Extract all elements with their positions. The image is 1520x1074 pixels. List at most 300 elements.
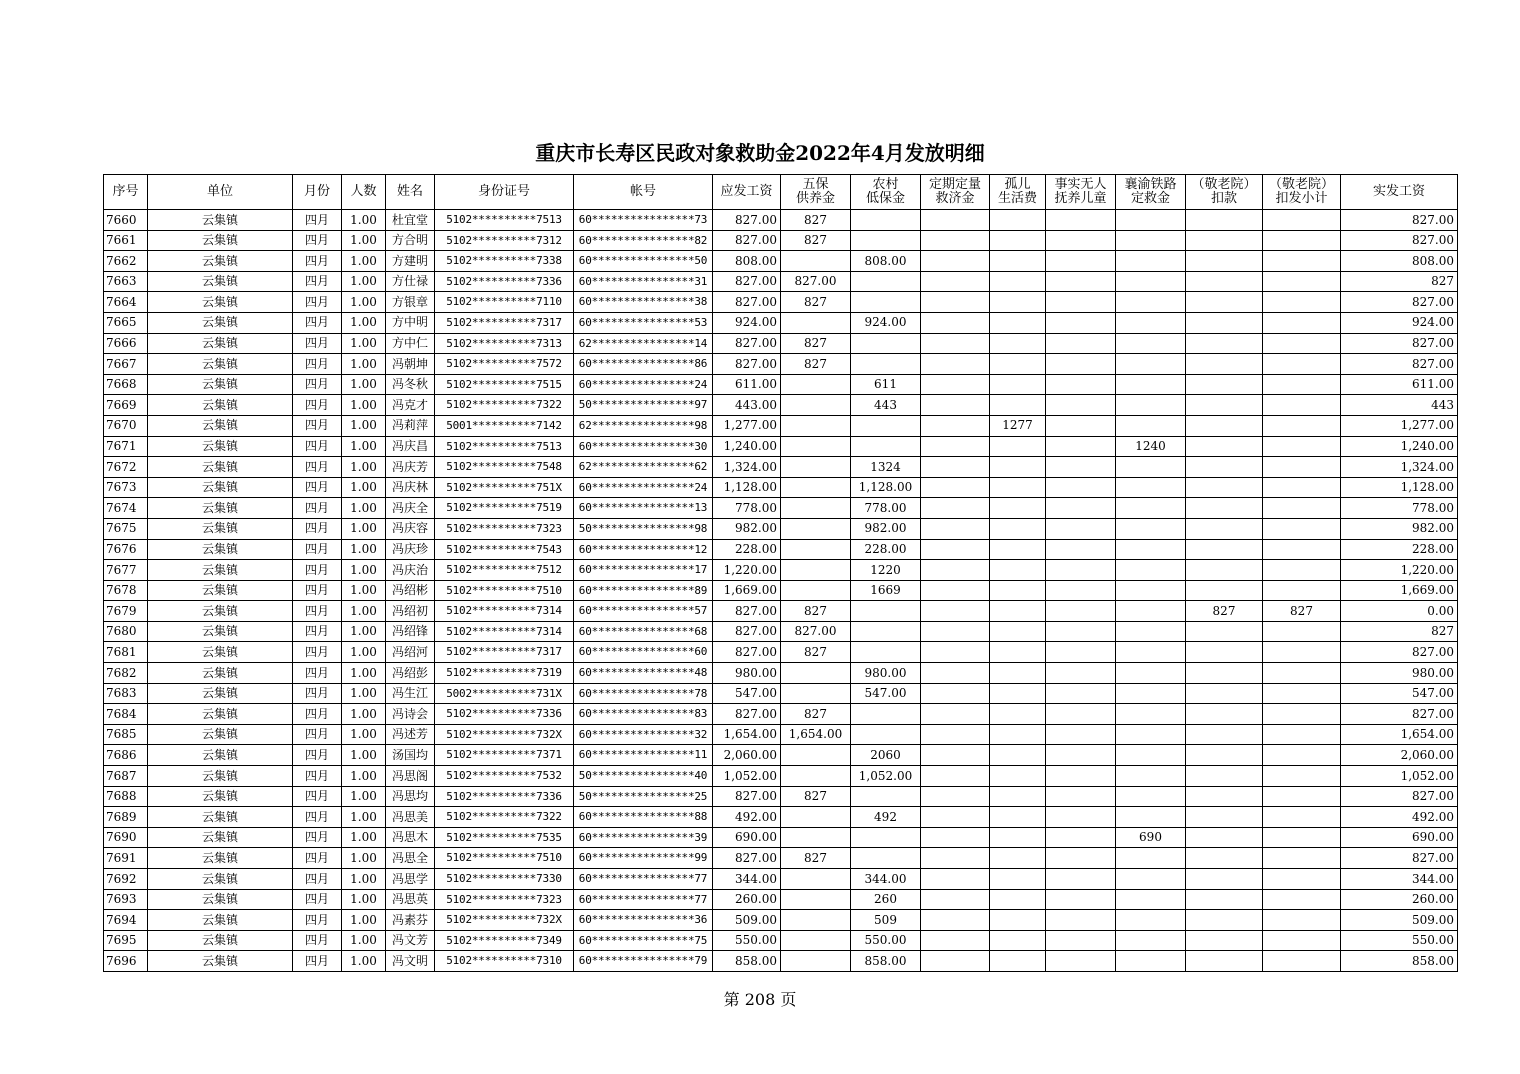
table-cell: 冯朝坤 — [386, 354, 435, 375]
table-cell: 5102**********7322 — [435, 807, 574, 828]
table-cell: 云集镇 — [148, 766, 293, 787]
table-cell: 四月 — [293, 642, 342, 663]
table-cell: 冯生江 — [386, 683, 435, 704]
table-cell — [781, 312, 851, 333]
table-cell — [1116, 333, 1186, 354]
table-cell: 60****************36 — [574, 910, 713, 931]
table-cell — [1186, 580, 1263, 601]
table-cell — [1116, 539, 1186, 560]
table-cell — [1116, 477, 1186, 498]
table-cell: 1.00 — [342, 560, 386, 581]
table-cell: 690 — [1116, 827, 1186, 848]
table-cell: 四月 — [293, 704, 342, 725]
table-cell: 60****************99 — [574, 848, 713, 869]
table-cell: 1277 — [990, 415, 1046, 436]
table-cell: 1,654.00 — [781, 724, 851, 745]
table-cell: 云集镇 — [148, 539, 293, 560]
table-cell: 冯莉萍 — [386, 415, 435, 436]
table-cell: 1.00 — [342, 374, 386, 395]
table-cell: 冯绍初 — [386, 601, 435, 622]
table-cell: 1,669.00 — [713, 580, 781, 601]
table-cell: 云集镇 — [148, 560, 293, 581]
table-cell — [1116, 580, 1186, 601]
table-cell: 7692 — [104, 869, 148, 890]
table-cell — [1046, 292, 1116, 313]
table-cell: 550.00 — [713, 930, 781, 951]
table-cell: 7696 — [104, 951, 148, 972]
table-cell: 5102**********7515 — [435, 374, 574, 395]
table-cell: 7667 — [104, 354, 148, 375]
table-cell: 7695 — [104, 930, 148, 951]
table-cell — [1263, 395, 1341, 416]
table-cell: 60****************73 — [574, 210, 713, 231]
table-cell: 四月 — [293, 457, 342, 478]
table-cell: 1.00 — [342, 910, 386, 931]
table-cell: 四月 — [293, 539, 342, 560]
table-cell: 690.00 — [713, 827, 781, 848]
table-cell: 7663 — [104, 271, 148, 292]
table-cell: 1.00 — [342, 827, 386, 848]
table-cell: 827.00 — [1341, 230, 1458, 251]
table-cell — [1263, 580, 1341, 601]
table-cell: 827 — [781, 704, 851, 725]
table-cell — [1186, 333, 1263, 354]
table-cell — [990, 539, 1046, 560]
table-cell — [781, 415, 851, 436]
table-cell: 547.00 — [851, 683, 921, 704]
table-cell: 1.00 — [342, 580, 386, 601]
table-cell: 1,240.00 — [1341, 436, 1458, 457]
table-cell — [1263, 704, 1341, 725]
table-cell: 7687 — [104, 766, 148, 787]
table-cell — [781, 745, 851, 766]
page-title: 重庆市长寿区民政对象救助金2022年4月发放明细 — [535, 141, 985, 165]
table-cell: 四月 — [293, 436, 342, 457]
table-cell — [990, 930, 1046, 951]
table-cell — [781, 683, 851, 704]
table-cell — [1263, 251, 1341, 272]
table-cell — [1263, 724, 1341, 745]
table-row — [104, 663, 1458, 684]
table-cell: 980.00 — [1341, 663, 1458, 684]
table-cell: 7689 — [104, 807, 148, 828]
table-cell: 四月 — [293, 786, 342, 807]
table-cell — [851, 724, 921, 745]
table-cell — [1263, 807, 1341, 828]
table-cell: 杜宜堂 — [386, 210, 435, 231]
table-cell — [851, 210, 921, 231]
table-cell: 四月 — [293, 766, 342, 787]
table-cell — [1186, 724, 1263, 745]
table-cell — [921, 230, 990, 251]
table-cell: 1.00 — [342, 395, 386, 416]
table-cell: 方仕禄 — [386, 271, 435, 292]
table-cell: 7673 — [104, 477, 148, 498]
table-cell — [990, 354, 1046, 375]
table-cell — [1116, 251, 1186, 272]
table-cell: 方合明 — [386, 230, 435, 251]
table-cell: 5102**********7312 — [435, 230, 574, 251]
table-cell: 1.00 — [342, 951, 386, 972]
table-cell — [990, 848, 1046, 869]
table-cell — [921, 333, 990, 354]
table-cell — [1186, 457, 1263, 478]
table-cell — [781, 560, 851, 581]
table-cell — [851, 271, 921, 292]
table-cell — [1186, 436, 1263, 457]
table-cell — [990, 230, 1046, 251]
table-cell — [1046, 415, 1116, 436]
table-cell: 2,060.00 — [713, 745, 781, 766]
table-cell: 5102**********7535 — [435, 827, 574, 848]
table-cell: 云集镇 — [148, 621, 293, 642]
table-cell: 7676 — [104, 539, 148, 560]
table-cell: 924.00 — [1341, 312, 1458, 333]
table-cell — [921, 436, 990, 457]
table-cell — [1046, 786, 1116, 807]
table-cell — [851, 621, 921, 642]
table-cell: 62****************62 — [574, 457, 713, 478]
column-header: 定期定量 救济金 — [921, 175, 990, 210]
table-cell — [1263, 889, 1341, 910]
table-cell: 1.00 — [342, 889, 386, 910]
table-cell: 四月 — [293, 354, 342, 375]
table-cell: 1,220.00 — [1341, 560, 1458, 581]
table-cell: 858.00 — [1341, 951, 1458, 972]
table-cell: 7665 — [104, 312, 148, 333]
table-cell — [921, 724, 990, 745]
table-cell — [990, 580, 1046, 601]
table-cell: 7664 — [104, 292, 148, 313]
table-cell — [1116, 910, 1186, 931]
table-cell: 60****************53 — [574, 312, 713, 333]
table-cell: 四月 — [293, 724, 342, 745]
table-cell: 冯文芳 — [386, 930, 435, 951]
table-cell: 60****************30 — [574, 436, 713, 457]
table-cell: 5102**********7319 — [435, 663, 574, 684]
table-cell: 492.00 — [713, 807, 781, 828]
table-cell: 7688 — [104, 786, 148, 807]
table-cell: 四月 — [293, 210, 342, 231]
table-cell — [1263, 292, 1341, 313]
table-cell — [1263, 415, 1341, 436]
table-cell: 60****************89 — [574, 580, 713, 601]
table-cell — [921, 663, 990, 684]
table-cell: 冯思木 — [386, 827, 435, 848]
table-cell: 汤国均 — [386, 745, 435, 766]
table-cell — [990, 889, 1046, 910]
table-cell — [851, 333, 921, 354]
table-cell — [781, 580, 851, 601]
table-row — [104, 724, 1458, 745]
table-cell: 四月 — [293, 271, 342, 292]
table-cell — [781, 457, 851, 478]
table-cell: 1.00 — [342, 333, 386, 354]
table-cell — [921, 642, 990, 663]
table-cell — [1186, 704, 1263, 725]
table-cell: 5102**********7532 — [435, 766, 574, 787]
table-cell — [1263, 683, 1341, 704]
table-cell — [781, 395, 851, 416]
table-cell — [990, 560, 1046, 581]
table-cell — [1186, 889, 1263, 910]
table-cell: 60****************78 — [574, 683, 713, 704]
table-cell — [1186, 292, 1263, 313]
table-cell — [921, 292, 990, 313]
table-cell: 7671 — [104, 436, 148, 457]
table-cell: 611.00 — [713, 374, 781, 395]
table-cell: 冯庆全 — [386, 498, 435, 519]
table-cell: 1.00 — [342, 415, 386, 436]
table-cell — [990, 477, 1046, 498]
table-cell: 1,052.00 — [851, 766, 921, 787]
table-cell — [781, 951, 851, 972]
table-cell: 四月 — [293, 312, 342, 333]
table-cell: 509 — [851, 910, 921, 931]
table-cell: 云集镇 — [148, 292, 293, 313]
column-header: （敬老院） 扣发小计 — [1263, 175, 1341, 210]
table-cell — [921, 312, 990, 333]
table-cell: 60****************48 — [574, 663, 713, 684]
table-cell: 690.00 — [1341, 827, 1458, 848]
table-cell — [1116, 312, 1186, 333]
table-cell: 云集镇 — [148, 436, 293, 457]
table-row — [104, 312, 1458, 333]
table-cell: 2,060.00 — [1341, 745, 1458, 766]
table-cell — [1186, 374, 1263, 395]
table-cell: 冯思均 — [386, 786, 435, 807]
table-cell: 云集镇 — [148, 683, 293, 704]
table-cell: 827 — [781, 333, 851, 354]
table-cell: 611.00 — [1341, 374, 1458, 395]
table-cell: 1.00 — [342, 312, 386, 333]
table-body — [104, 210, 1458, 972]
table-cell: 611 — [851, 374, 921, 395]
table-cell — [1046, 766, 1116, 787]
table-cell — [1116, 601, 1186, 622]
table-cell: 5102**********7513 — [435, 436, 574, 457]
table-row — [104, 210, 1458, 231]
table-cell: 827.00 — [713, 354, 781, 375]
column-header: 帐号 — [574, 175, 713, 210]
table-cell: 827.00 — [713, 210, 781, 231]
table-cell — [1186, 848, 1263, 869]
table-cell — [1046, 827, 1116, 848]
table-row — [104, 518, 1458, 539]
table-row — [104, 848, 1458, 869]
table-cell: 344.00 — [851, 869, 921, 890]
table-cell — [1116, 498, 1186, 519]
table-cell — [1116, 518, 1186, 539]
table-cell: 5102**********7336 — [435, 786, 574, 807]
table-cell — [851, 827, 921, 848]
relief-payment-table — [103, 174, 1458, 972]
table-cell — [921, 498, 990, 519]
table-cell: 冯庆昌 — [386, 436, 435, 457]
table-cell: 808.00 — [713, 251, 781, 272]
table-cell — [921, 518, 990, 539]
table-cell — [1046, 436, 1116, 457]
table-cell — [1263, 312, 1341, 333]
table-cell — [1046, 580, 1116, 601]
table-cell: 827 — [1341, 271, 1458, 292]
table-cell — [1263, 271, 1341, 292]
table-cell: 827.00 — [781, 621, 851, 642]
table-cell — [921, 683, 990, 704]
table-cell: 5102**********7349 — [435, 930, 574, 951]
table-cell: 云集镇 — [148, 210, 293, 231]
table-cell: 冯绍彬 — [386, 580, 435, 601]
table-cell: 60****************24 — [574, 477, 713, 498]
table-cell — [1046, 704, 1116, 725]
table-cell — [1186, 560, 1263, 581]
table-cell: 云集镇 — [148, 910, 293, 931]
table-cell: 5102**********7510 — [435, 848, 574, 869]
table-cell — [1116, 271, 1186, 292]
table-cell: 云集镇 — [148, 724, 293, 745]
table-cell — [990, 210, 1046, 231]
table-cell: 1.00 — [342, 251, 386, 272]
page-number: 第 208 页 — [723, 990, 797, 1009]
table-cell: 云集镇 — [148, 251, 293, 272]
table-cell: 1.00 — [342, 683, 386, 704]
table-cell: 冯绍河 — [386, 642, 435, 663]
table-cell: 云集镇 — [148, 354, 293, 375]
table-cell: 1,669.00 — [1341, 580, 1458, 601]
table-cell — [1186, 910, 1263, 931]
table-cell — [1186, 745, 1263, 766]
column-header: 五保 供养金 — [781, 175, 851, 210]
table-cell: 1.00 — [342, 271, 386, 292]
table-cell: 冯述芳 — [386, 724, 435, 745]
table-cell: 5102**********7310 — [435, 951, 574, 972]
table-cell: 1.00 — [342, 642, 386, 663]
table-cell — [1116, 848, 1186, 869]
table-cell: 60****************68 — [574, 621, 713, 642]
table-cell: 1.00 — [342, 807, 386, 828]
table-cell: 344.00 — [713, 869, 781, 890]
table-cell — [1263, 621, 1341, 642]
table-cell: 260.00 — [713, 889, 781, 910]
table-row — [104, 333, 1458, 354]
table-cell — [1186, 951, 1263, 972]
table-cell: 778.00 — [1341, 498, 1458, 519]
table-cell — [921, 910, 990, 931]
table-row — [104, 457, 1458, 478]
table-cell — [921, 786, 990, 807]
table-cell — [1046, 230, 1116, 251]
table-cell — [1263, 210, 1341, 231]
table-row — [104, 230, 1458, 251]
table-cell — [990, 271, 1046, 292]
table-cell: 5102**********732X — [435, 724, 574, 745]
table-cell: 1,654.00 — [713, 724, 781, 745]
table-cell: 5102**********7512 — [435, 560, 574, 581]
table-cell: 四月 — [293, 663, 342, 684]
table-cell: 1,128.00 — [851, 477, 921, 498]
table-cell: 2060 — [851, 745, 921, 766]
table-cell: 冯绍彭 — [386, 663, 435, 684]
table-cell: 1.00 — [342, 724, 386, 745]
table-cell: 827.00 — [713, 786, 781, 807]
table-cell: 1324 — [851, 457, 921, 478]
table-cell: 924.00 — [851, 312, 921, 333]
table-cell — [781, 518, 851, 539]
table-cell — [781, 930, 851, 951]
table-row — [104, 251, 1458, 272]
table-cell — [1046, 312, 1116, 333]
table-cell — [1186, 786, 1263, 807]
table-cell: 827.00 — [1341, 704, 1458, 725]
table-cell: 5102**********7317 — [435, 642, 574, 663]
table-cell: 冯素芬 — [386, 910, 435, 931]
table-cell: 7691 — [104, 848, 148, 869]
table-cell: 冯文明 — [386, 951, 435, 972]
table-cell — [921, 827, 990, 848]
table-cell — [851, 642, 921, 663]
table-cell: 1.00 — [342, 210, 386, 231]
table-cell — [781, 539, 851, 560]
table-cell: 云集镇 — [148, 271, 293, 292]
table-cell — [921, 704, 990, 725]
table-cell: 1,220.00 — [713, 560, 781, 581]
table-cell: 冯克才 — [386, 395, 435, 416]
table-cell — [1186, 477, 1263, 498]
table-cell — [781, 807, 851, 828]
table-cell: 827.00 — [713, 704, 781, 725]
table-cell — [990, 333, 1046, 354]
table-cell — [921, 580, 990, 601]
table-cell — [851, 415, 921, 436]
table-cell — [1263, 354, 1341, 375]
table-row — [104, 498, 1458, 519]
table-cell: 1669 — [851, 580, 921, 601]
table-cell: 云集镇 — [148, 518, 293, 539]
table-cell — [1116, 560, 1186, 581]
table-cell: 云集镇 — [148, 786, 293, 807]
table-cell: 四月 — [293, 807, 342, 828]
table-cell: 1.00 — [342, 354, 386, 375]
table-cell: 1.00 — [342, 498, 386, 519]
table-cell — [990, 457, 1046, 478]
table-cell — [1116, 724, 1186, 745]
table-cell — [921, 539, 990, 560]
table-cell: 60****************38 — [574, 292, 713, 313]
table-cell: 344.00 — [1341, 869, 1458, 890]
table-row — [104, 930, 1458, 951]
table-row — [104, 910, 1458, 931]
table-cell — [1046, 807, 1116, 828]
table-cell: 260.00 — [1341, 889, 1458, 910]
table-cell: 827.00 — [713, 601, 781, 622]
table-cell — [1046, 354, 1116, 375]
table-cell: 60****************77 — [574, 869, 713, 890]
table-cell — [1046, 683, 1116, 704]
column-header: 单位 — [148, 175, 293, 210]
table-cell — [1046, 889, 1116, 910]
table-cell — [990, 374, 1046, 395]
table-cell: 5102**********7317 — [435, 312, 574, 333]
table-cell: 7677 — [104, 560, 148, 581]
table-cell: 7685 — [104, 724, 148, 745]
table-cell — [1263, 930, 1341, 951]
table-cell — [990, 704, 1046, 725]
table-cell — [1263, 560, 1341, 581]
table-cell: 1.00 — [342, 230, 386, 251]
table-cell — [921, 951, 990, 972]
table-row — [104, 374, 1458, 395]
table-cell — [1046, 271, 1116, 292]
